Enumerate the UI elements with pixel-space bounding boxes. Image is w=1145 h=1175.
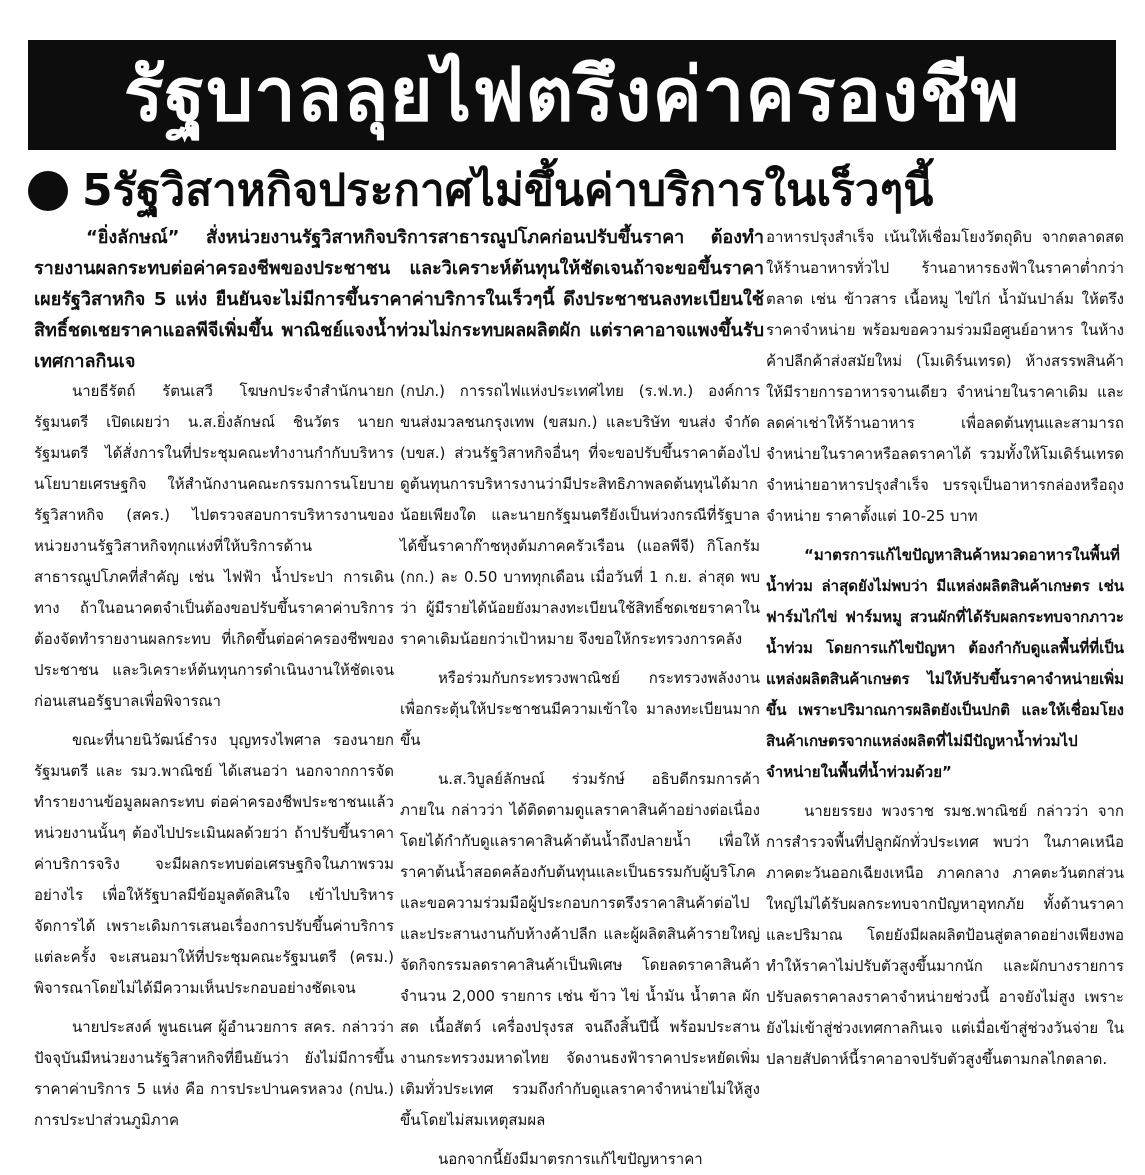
paragraph: นายธีรัตถ์ รัตนเสวี โฆษกประจำสำนักนายกรัฐมนตรี เปิดเผยว่า น.ส.ยิ่งลักษณ์ ชินวัตร นายกรัฐมนตรี ได้สั่งการในที่ประชุมคณะทำงานกำกับบริหารนโยบายเศรษฐกิจ ให้สำนักงานคณะกรรมการนโยบายรัฐวิสาหกิจ (สคร.) ไปตรวจสอบการบริหารงานของหน่วยงานรัฐวิสาหกิจทุกแห่งที่ให้บริการด้านสาธารณูปโภคที่สำคัญ เช่น ไฟฟ้า น้ำประปา การเดินทาง ถ้าในอนาคตจำเป็นต้องขอปรับขึ้นราคาค่าบริการ ต้องจัดทำรายงานผลกระทบ ที่เกิดขึ้นต่อค่าครองชีพของประชาชน และวิเคราะห์ต้นทุนการดำเนินงานให้ชัดเจน ก่อนเสนอรัฐบาลเพื่อพิจารณา — [34, 382, 394, 710]
subheadline-row — [28, 158, 1116, 224]
column-middle — [400, 376, 760, 1168]
paragraph: นายยรรยง พวงราช รมช.พาณิชย์ กล่าวว่า จากการสำรวจพื้นที่ปลูกผักทั่วประเทศ พบว่า ในภาคเหนือ ภาคตะวันออกเฉียงเหนือ ภาคกลาง ภาคตะวันตกส่วนใหญ่ไม่ได้รับผลกระทบจากปัญหาอุทกภัย ทั้งด้านราคาและปริมาณ โดยยังมีผลผลิตป้อนสู่ตลาดอย่างเพียงพอ ทำให้ราคาไม่ปรับตัวสูงขึ้นมากนัก และผักบางรายการปรับลดราคาลงราคาจำหน่ายช่วงนี้ อาจยังไม่สูง เพราะยังไม่เข้าสู่ช่วงเทศกาลกินเจ แต่เมื่อเข้าสู่ช่วงวันจ่าย ในปลายสัปดาห์นี้ราคาอาจปรับตัวสูงขึ้นตามกลไกตลาด. — [766, 802, 1124, 1068]
subheadline: 5รัฐวิสาหกิจประกาศไม่ขึ้นค่าบริการในเร็วๆนี้ — [82, 165, 934, 216]
lead-text: “ยิ่งลักษณ์” สั่งหน่วยงานรัฐวิสาหกิจบริการสาธารณูปโภคก่อนปรับขึ้นราคา ต้องทำรายงานผลกระทบต่อค่าครองชีพของประชาชน และวิเคราะห์ต้นทุนให้ชัดเจนถ้าจะขอขึ้นราคา เผยรัฐวิสาหกิจ 5 แห่ง ยืนยันจะไม่มีการขึ้นราคาค่าบริการในเร็วๆนี้ ดึงประชาชนลงทะเบียนใช้สิทธิ์ชดเชยราคาแอลพีจีเพิ่มขึ้น พาณิชย์แจงน้ำท่วมไม่กระทบผลผลิตผัก แต่ราคาอาจแพงขึ้นรับเทศกาลกินเจ — [34, 227, 764, 372]
column-left — [34, 376, 394, 1138]
paragraph: หรือร่วมกับกระทรวงพาณิชย์ กระทรวงพลังงาน เพื่อกระตุ้นให้ประชาชนมีความเข้าใจ มาลงทะเบียนมากขึ้น — [400, 669, 760, 749]
paragraph: ขณะที่นายนิวัฒน์ธำรง บุญทรงไพศาล รองนายกรัฐมนตรี และ รมว.พาณิชย์ ได้เสนอว่า นอกจากการจัดทำรายงานข้อมูลผลกระทบ ต่อค่าครองชีพประชาชนแล้ว หน่วยงานนั้นๆ ต้องไปประเมินผลด้วยว่า ถ้าปรับขึ้นราคาค่าบริการจริง จะมีผลกระทบต่อเศรษฐกิจในภาพรวมอย่างไร เพื่อให้รัฐบาลมีข้อมูลตัดสินใจ เข้าไปบริหารจัดการได้ เพราะเดิมการเสนอเรื่องการปรับขึ้นค่าบริการแต่ละครั้ง จะเสนอมาให้ที่ประชุมคณะรัฐมนตรี (ครม.) พิจารณาโดยไม่ได้มีความเห็นประกอบอย่างชัดเจน — [34, 731, 394, 997]
paragraph: (กปภ.) การรถไฟแห่งประเทศไทย (ร.ฟ.ท.) องค์การขนส่งมวลชนกรุงเทพ (ขสมก.) และบริษัท ขนส่ง จำกัด (บขส.) ส่วนรัฐวิสาหกิจอื่นๆ ที่จะขอปรับขึ้นราคาต้องไปดูต้นทุนการบริหารงานว่ามีประสิทธิภาพลดต้นทุนได้มากน้อยเพียงใด และนายกรัฐมนตรียังเป็นห่วงกรณีที่รัฐบาลได้ขึ้นราคาก๊าซหุงต้มภาคครัวเรือน (แอลพีจี) กิโลกรัม (กก.) ละ 0.50 บาททุกเดือน เมื่อวันที่ 1 ก.ย. ล่าสุด พบว่า ผู้มีรายได้น้อยยังมาลงทะเบียนใช้สิทธิ์ชดเชยราคาในราคาเดิมน้อยกว่าเป้าหมาย จึงขอให้กระทรวงการคลัง — [400, 382, 760, 648]
column-right — [766, 222, 1124, 1138]
paragraph: นายประสงค์ พูนธเนศ ผู้อำนวยการ สคร. กล่าวว่า ปัจจุบันมีหน่วยงานรัฐวิสาหกิจที่ยืนยันว่า ยังไม่มีการขึ้นราคาค่าบริการ 5 แห่ง คือ การประปานครหลวง (กปน.) การประปาส่วนภูมิภาค — [34, 1018, 394, 1129]
paragraph: น.ส.วิบูลย์ลักษณ์ ร่วมรักษ์ อธิบดีกรมการค้าภายใน กล่าวว่า ได้ติดตามดูแลราคาสินค้าอย่างต่อเนื่อง โดยได้กำกับดูแลราคาสินค้าต้นน้ำถึงปลายน้ำ เพื่อให้ราคาต้นน้ำสอดคล้องกับต้นทุนและเป็นธรรมกับผู้บริโภค และขอความร่วมมือผู้ประกอบการตรึงราคาสินค้าต่อไป และประสานงานกับห้างค้าปลีก และผู้ผลิตสินค้ารายใหญ่จัดกิจกรรมลดราคาสินค้าเป็นพิเศษ โดยลดราคาสินค้าจำนวน 2,000 รายการ เช่น ข้าว ไข่ น้ำมัน น้ำตาล ผักสด เนื้อสัตว์ เครื่องปรุงรส จนถึงสิ้นปีนี้ พร้อมประสานงานกระทรวงมหาดไทย จัดงานธงฟ้าราคาประหยัดเพิ่มเติมทั่วประเทศ รวมถึงกำกับดูแลราคาจำหน่ายไม่ให้สูงขึ้นโดยไม่สมเหตุสมผล — [400, 770, 760, 1129]
bullet-dot-icon — [28, 171, 68, 211]
paragraph: นอกจากนี้ยังมีมาตรการแก้ไขปัญหาราคา — [438, 1150, 703, 1168]
headline: รัฐบาลลุยไฟตรึงค่าครองชีพ — [123, 52, 1021, 138]
headline-banner — [28, 40, 1116, 150]
paragraph: อาหารปรุงสำเร็จ เน้นให้เชื่อมโยงวัตถุดิบ จากตลาดสดให้ร้านอาหารทั่วไป ร้านอาหารธงฟ้าในราคาต่ำกว่าตลาด เช่น ข้าวสาร เนื้อหมู ไข่ไก่ น้ำมันปาล์ม ให้ตรึงราคาจำหน่าย พร้อมขอความร่วมมือศูนย์อาหาร ในห้างค้าปลีกค้าส่งสมัยใหม่ (โมเดิร์นเทรด) ห้างสรรพสินค้า ให้มีรายการอาหารจานเดียว จำหน่ายในราคาเดิม และลดค่าเช่าให้ร้านอาหาร เพื่อลดต้นทุนและสามารถจำหน่ายในราคาหรือลดราคาได้ รวมทั้งให้โมเดิร์นเทรดจำหน่ายอาหารปรุงสำเร็จ บรรจุเป็นอาหารกล่องหรือถุงจำหน่าย ราคาตั้งแต่ 10-25 บาท — [766, 228, 1124, 525]
lead-paragraph — [34, 222, 764, 377]
quote-paragraph: “มาตรการแก้ไขปัญหาสินค้าหมวดอาหารในพื้นที่น้ำท่วม ล่าสุดยังไม่พบว่า มีแหล่งผลิตสินค้าเกษตร เช่น ฟาร์มไก่ไข่ ฟาร์มหมู สวนผักที่ได้รับผลกระทบจากภาวะน้ำท่วม โดยการแก้ไขปัญหา ต้องกำกับดูแลพื้นที่ที่เป็นแหล่งผลิตสินค้าเกษตร ไม่ให้ปรับขึ้นราคาจำหน่ายเพิ่มขึ้น เพราะปริมาณการผลิตยังเป็นปกติ และให้เชื่อมโยงสินค้าเกษตรจากแหล่งผลิตที่ไม่มีปัญหาน้ำท่วมไปจำหน่ายในพื้นที่น้ำท่วมด้วย” — [766, 546, 1124, 781]
